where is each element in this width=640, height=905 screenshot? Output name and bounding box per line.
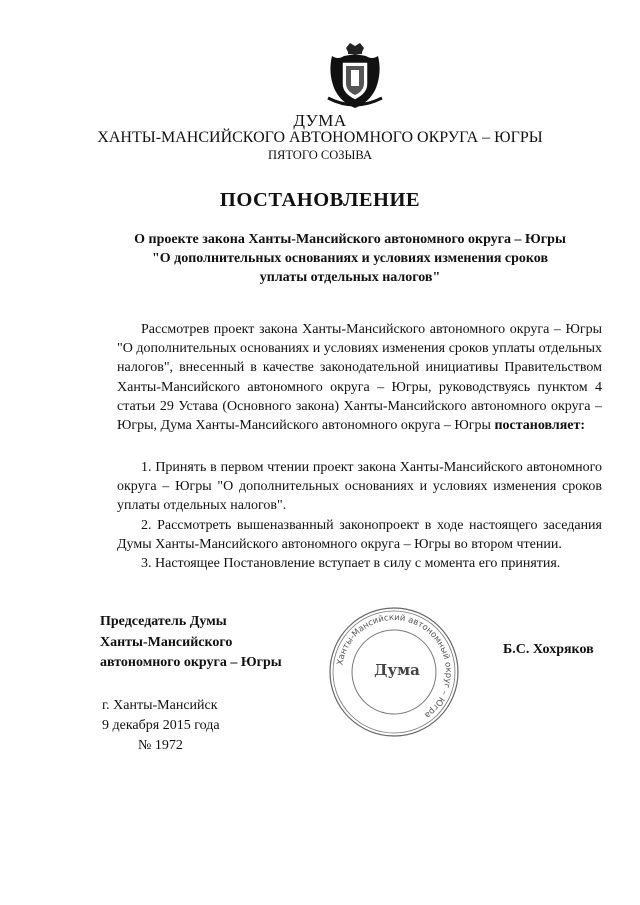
- place-and-date: [102, 696, 220, 756]
- position-line: Ханты-Мансийского: [100, 634, 233, 650]
- region-name: ХАНТЫ-МАНСИЙСКОГО АВТОНОМНОГО ОКРУГА – ЮГРЫ: [97, 129, 543, 146]
- organization-name: ДУМА: [293, 111, 347, 130]
- position-line: автономного округа – Югры: [100, 655, 282, 670]
- resolution-item: 3. Настоящее Постановление вступает в силу с момента его принятия.: [141, 556, 561, 572]
- subject-line: О проекте закона Ханты-Мансийского автономного округа – Югры: [134, 232, 566, 247]
- city: г. Ханты-Мансийск: [102, 698, 218, 713]
- document-subject: [100, 230, 600, 287]
- seal-text: Дума: [374, 661, 420, 679]
- svg-text:Ханты-Мансийский автономный ок: Ханты-Мансийский автономный округ – Югра: [335, 612, 454, 720]
- preamble-text: Рассмотрев проект закона Ханты-Мансийского автономного округа – Югры "О дополнительных основаниях и условиях изменения сроков уплаты отдельных налогов", внесенный в качестве законодательной инициативы Правительством Ханты-Мансийского автономного округа – Югры, руководствуясь пунктом 4 статьи 29 Устава (Основного закона) Ханты-Мансийского автономного округа – Югры, Дума Ханты-Мансийского автономного округа – Югры постановляет:: [117, 322, 602, 434]
- resolves-word: постановляет:: [494, 418, 586, 434]
- signatory-position: [100, 612, 282, 674]
- signatory-name: Б.С. Хохряков: [503, 642, 594, 657]
- resolution-item: 1. Принять в первом чтении проект закона Ханты-Мансийского автономного округа – Югры "О дополнительных основаниях и условиях изменения сроков уплаты отдельных налогов".: [117, 460, 602, 514]
- document-number: № 1972: [138, 738, 183, 753]
- coat-of-arms-icon: [326, 42, 384, 112]
- resolution-items: [117, 458, 602, 573]
- date: 9 декабря 2015 года: [102, 718, 220, 733]
- subject-line: уплаты отдельных налогов": [259, 270, 441, 285]
- position-line: Председатель Думы: [100, 614, 227, 629]
- resolution-item: 2. Рассмотреть вышеназванный законопроект в ходе настоящего заседания Думы Ханты-Мансийского автономного округа – Югры во втором чтении.: [117, 517, 602, 552]
- subject-line: "О дополнительных основаниях и условиях изменения сроков: [151, 251, 549, 266]
- preamble-block: [117, 320, 602, 435]
- document-type: ПОСТАНОВЛЕНИЕ: [219, 189, 421, 211]
- convocation: ПЯТОГО СОЗЫВА: [267, 148, 373, 162]
